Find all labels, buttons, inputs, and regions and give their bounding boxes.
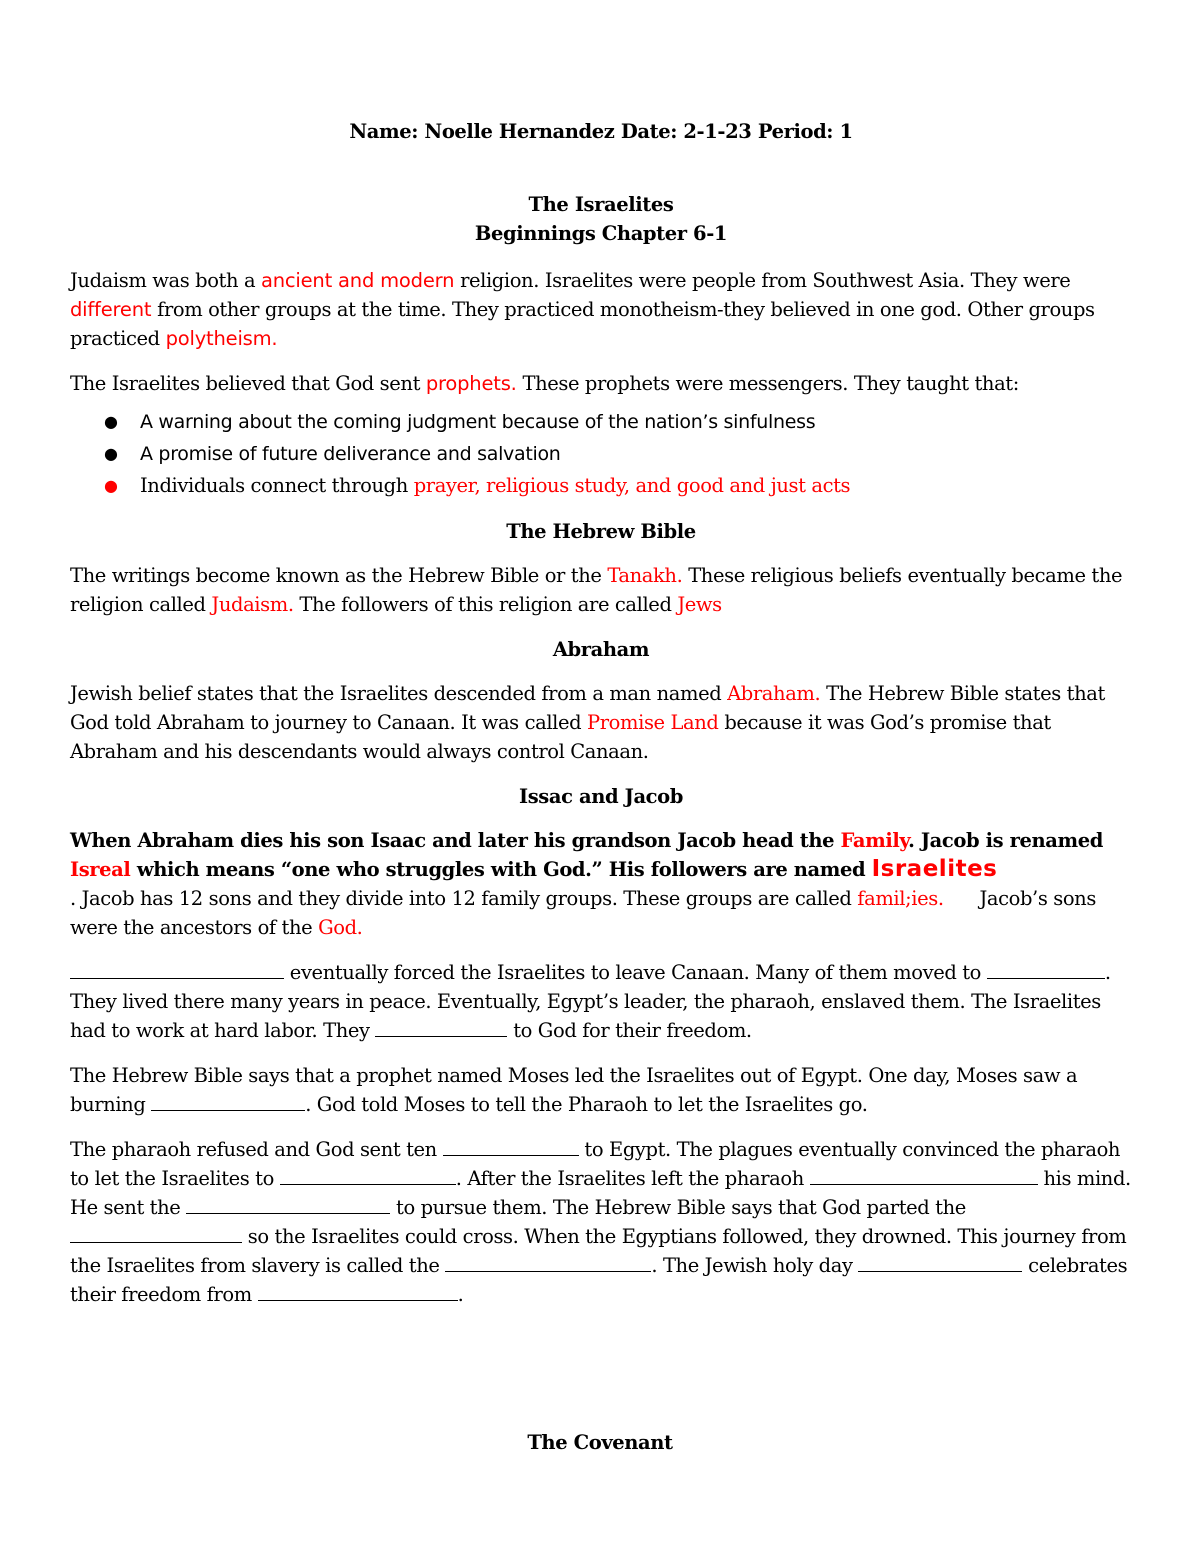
list-item [70, 438, 1132, 470]
blank-line[interactable] [445, 1253, 651, 1272]
heading-issac-jacob: Issac and Jacob [519, 785, 683, 808]
fill3-text-1: The pharaoh refused and God sent ten [70, 1138, 443, 1161]
jacob-bold-text-1: When Abraham dies his son Isaac and later his grandson Jacob head the [70, 829, 841, 852]
fill3-text-4: his mind. He sent the [70, 1167, 1131, 1219]
fill-paragraph-1 [70, 958, 1132, 1045]
blank-line[interactable] [151, 1092, 305, 1111]
answer-tanakh: Tanakh. [607, 564, 683, 587]
fill3-text-8: celebrates their freedom from [70, 1254, 1128, 1306]
prophets-text-1: The Israelites believed that God sent [70, 372, 426, 395]
abraham-text-2: The Hebrew Bible states that God told Abraham to journey to Canaan. It was called [70, 682, 1105, 734]
bullet-answer: prayer, religious study, and good and just acts [413, 474, 851, 497]
bullet-text: Individuals connect through [140, 474, 414, 497]
fill3-text-6: so the Israelites could cross. When the Egyptians followed, they drowned. This journey from the Israelites from slavery is called the [70, 1225, 1127, 1277]
answer-isreal: Isreal [70, 858, 131, 881]
abraham-text-3: because it was God’s promise that Abraham and his descendants would always control Canaan. [70, 711, 1051, 763]
fill-paragraph-3 [70, 1135, 1132, 1309]
blank-line[interactable] [375, 1018, 507, 1037]
document-subtitle: Beginnings Chapter 6-1 [474, 222, 728, 245]
answer-family: Family [840, 829, 909, 852]
fill1-text-2: . They lived there many years in peace. Eventually, Egypt’s leader, the pharaoh, enslaved them. The Israelites had to work at hard labor. They [70, 961, 1111, 1042]
bullet-text: A promise of future deliverance and salvation [140, 443, 561, 465]
jacob-bold-text-2: . Jacob is renamed [908, 829, 1103, 852]
fill3-text-2: to Egypt. The plagues eventually convinced the pharaoh to let the Israelites to [70, 1138, 1121, 1190]
jacob-text-2: Jacob’s sons were the ancestors of the [70, 887, 1096, 939]
blank-line[interactable] [70, 1224, 242, 1243]
heading-abraham: Abraham [552, 638, 650, 661]
answer-god: God. [318, 916, 363, 939]
fill-paragraph-2 [70, 1061, 1132, 1119]
fill2-text-1: The Hebrew Bible says that a prophet named Moses led the Israelites out of Egypt. One day, Moses saw a burning [70, 1064, 1078, 1116]
fill3-text-9: . [457, 1283, 464, 1306]
fill1-text-3: to God for their freedom. [507, 1019, 752, 1042]
intro-answer-ancient-modern: ancient and modern [260, 269, 455, 292]
answer-israelites: Israelites [871, 856, 998, 882]
answer-judaism: Judaism. [211, 593, 294, 616]
heading-covenant: The Covenant [527, 1431, 673, 1454]
hebrew-bible-text-2: These religious beliefs eventually became the religion called [70, 564, 1123, 616]
title-block [70, 190, 1132, 248]
issac-jacob-paragraph [70, 826, 1132, 942]
abraham-paragraph [70, 679, 1132, 766]
fill1-text-1: eventually forced the Israelites to leave Canaan. Many of them moved to [284, 961, 987, 984]
heading-hebrew-bible: The Hebrew Bible [506, 520, 696, 543]
fill3-text-3: . After the Israelites left the pharaoh [455, 1167, 810, 1190]
blank-line[interactable] [810, 1166, 1038, 1185]
list-item [70, 470, 1132, 501]
blank-line[interactable] [987, 960, 1105, 979]
hebrew-bible-text-1: The writings become known as the Hebrew Bible or the [70, 564, 608, 587]
intro-text-1: Judaism was both a [70, 269, 261, 292]
fill3-text-7: . The Jewish holy day [651, 1254, 859, 1277]
answer-families: famil;ies. [857, 887, 944, 910]
teachings-list [70, 406, 1132, 501]
bullet-icon: ● [104, 412, 118, 431]
intro-answer-polytheism: polytheism. [165, 327, 278, 350]
hebrew-bible-text-3: The followers of this religion are called [293, 593, 678, 616]
answer-abraham: Abraham. [727, 682, 821, 705]
bullet-icon: ● [104, 444, 118, 463]
jacob-text-1: . Jacob has 12 sons and they divide into 12 family groups. These groups are called [70, 887, 858, 910]
prophets-answer: prophets. [425, 372, 517, 395]
name-date-period-line: Name: Noelle Hernandez Date: 2-1-23 Period: 1 [349, 120, 853, 143]
fill3-text-5: to pursue them. The Hebrew Bible says that God parted the [390, 1196, 966, 1219]
jacob-bold-text-3: which means “one who struggles with God.” His followers are named [130, 858, 872, 881]
blank-line[interactable] [858, 1253, 1022, 1272]
fill2-text-2: . God told Moses to tell the Pharaoh to let the Israelites go. [305, 1093, 868, 1116]
blank-line[interactable] [443, 1137, 579, 1156]
blank-line[interactable] [70, 960, 284, 979]
bullet-text: A warning about the coming judgment because of the nation’s sinfulness [140, 411, 816, 433]
abraham-text-1: Jewish belief states that the Israelites descended from a man named [70, 682, 728, 705]
intro-answer-different: different [70, 298, 152, 321]
intro-paragraph [70, 266, 1132, 353]
answer-promise-land: Promise Land [587, 711, 719, 734]
blank-line[interactable] [258, 1282, 458, 1301]
prophets-text-2: These prophets were messengers. They taught that: [516, 372, 1019, 395]
document-title: The Israelites [528, 193, 674, 216]
list-item [70, 406, 1132, 438]
blank-line[interactable] [186, 1195, 390, 1214]
intro-text-2: religion. Israelites were people from Southwest Asia. They were [454, 269, 1071, 292]
document-body [70, 117, 1132, 1325]
bullet-icon: ● [104, 476, 118, 495]
blank-line[interactable] [280, 1166, 456, 1185]
hebrew-bible-paragraph [70, 561, 1132, 619]
prophets-paragraph [70, 369, 1132, 398]
intro-text-3: from other groups at the time. They practiced monotheism-they believed in one god. Other groups practiced [70, 298, 1095, 350]
answer-jews: Jews [677, 593, 722, 616]
